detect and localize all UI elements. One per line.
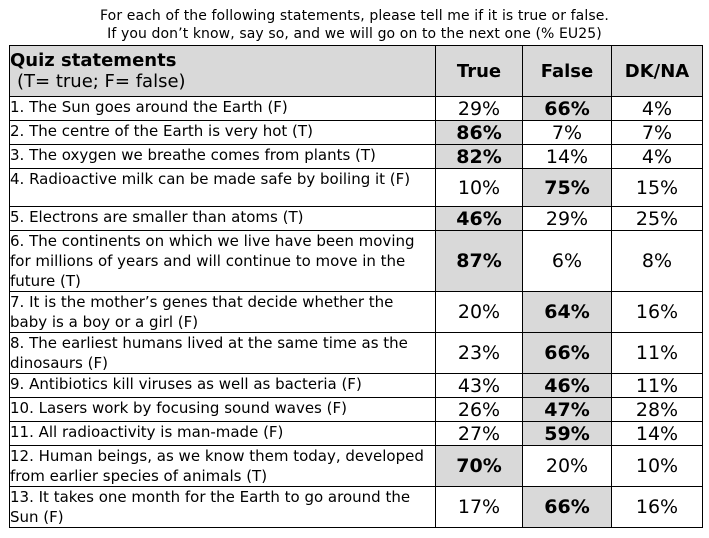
false-cell: 46% xyxy=(523,374,612,398)
true-cell: 87% xyxy=(436,231,523,292)
true-cell: 26% xyxy=(436,398,523,422)
statement-cell: 1. The Sun goes around the Earth (F) xyxy=(10,97,436,121)
statement-cell: 7. It is the mother’s genes that decide whether the baby is a boy or a girl (F) xyxy=(10,292,436,333)
dk-column-header: DK/NA xyxy=(612,46,703,97)
true-cell: 23% xyxy=(436,333,523,374)
true-column-header: True xyxy=(436,46,523,97)
statement-cell: 9. Antibiotics kill viruses as well as bacteria (F) xyxy=(10,374,436,398)
dk-cell: 28% xyxy=(612,398,703,422)
dk-cell: 4% xyxy=(612,97,703,121)
header-row xyxy=(10,46,703,97)
statement-cell: 12. Human beings, as we know them today, developed from earlier species of animals (T) xyxy=(10,446,436,487)
statement-cell: 6. The continents on which we live have been moving for millions of years and will continue to move in the future (T) xyxy=(10,231,436,292)
true-cell: 46% xyxy=(436,207,523,231)
false-cell: 66% xyxy=(523,97,612,121)
false-cell: 7% xyxy=(523,121,612,145)
statement-cell: 2. The centre of the Earth is very hot (T) xyxy=(10,121,436,145)
false-cell: 20% xyxy=(523,446,612,487)
true-cell: 10% xyxy=(436,169,523,207)
true-cell: 17% xyxy=(436,487,523,528)
dk-cell: 7% xyxy=(612,121,703,145)
statement-cell: 3. The oxygen we breathe comes from plants (T) xyxy=(10,145,436,169)
true-cell: 29% xyxy=(436,97,523,121)
true-cell: 86% xyxy=(436,121,523,145)
table-row xyxy=(10,231,703,292)
dk-cell: 16% xyxy=(612,487,703,528)
dk-cell: 15% xyxy=(612,169,703,207)
false-cell: 64% xyxy=(523,292,612,333)
statement-cell: 5. Electrons are smaller than atoms (T) xyxy=(10,207,436,231)
statement-cell: 4. Radioactive milk can be made safe by boiling it (F) xyxy=(10,169,436,207)
table-row xyxy=(10,422,703,446)
dk-cell: 8% xyxy=(612,231,703,292)
table-row xyxy=(10,169,703,207)
dk-cell: 11% xyxy=(612,374,703,398)
table-row xyxy=(10,398,703,422)
true-cell: 27% xyxy=(436,422,523,446)
false-column-header: False xyxy=(523,46,612,97)
dk-cell: 16% xyxy=(612,292,703,333)
dk-cell: 14% xyxy=(612,422,703,446)
dk-cell: 4% xyxy=(612,145,703,169)
table-row xyxy=(10,374,703,398)
false-cell: 66% xyxy=(523,333,612,374)
statement-cell: 8. The earliest humans lived at the same time as the dinosaurs (F) xyxy=(10,333,436,374)
intro-line-1: For each of the following statements, please tell me if it is true or false. xyxy=(100,8,609,24)
quiz-body xyxy=(10,97,703,528)
statement-column-header xyxy=(10,46,436,97)
quiz-table xyxy=(9,45,703,528)
header-title: Quiz statements xyxy=(10,50,177,71)
table-row xyxy=(10,121,703,145)
dk-cell: 10% xyxy=(612,446,703,487)
table-row xyxy=(10,487,703,528)
false-cell: 14% xyxy=(523,145,612,169)
statement-cell: 13. It takes one month for the Earth to go around the Sun (F) xyxy=(10,487,436,528)
statement-cell: 11. All radioactivity is man-made (F) xyxy=(10,422,436,446)
true-cell: 43% xyxy=(436,374,523,398)
false-cell: 59% xyxy=(523,422,612,446)
false-cell: 66% xyxy=(523,487,612,528)
statement-cell: 10. Lasers work by focusing sound waves (F) xyxy=(10,398,436,422)
table-row xyxy=(10,333,703,374)
false-cell: 29% xyxy=(523,207,612,231)
true-cell: 20% xyxy=(436,292,523,333)
false-cell: 47% xyxy=(523,398,612,422)
dk-cell: 25% xyxy=(612,207,703,231)
intro-line-2: If you don’t know, say so, and we will go on to the next one (% EU25) xyxy=(107,26,602,42)
table-row xyxy=(10,292,703,333)
true-cell: 82% xyxy=(436,145,523,169)
dk-cell: 11% xyxy=(612,333,703,374)
false-cell: 6% xyxy=(523,231,612,292)
true-cell: 70% xyxy=(436,446,523,487)
table-row xyxy=(10,145,703,169)
table-row xyxy=(10,207,703,231)
intro-text xyxy=(0,0,709,43)
header-subtitle: (T= true; F= false) xyxy=(17,71,186,92)
false-cell: 75% xyxy=(523,169,612,207)
table-row xyxy=(10,97,703,121)
table-row xyxy=(10,446,703,487)
